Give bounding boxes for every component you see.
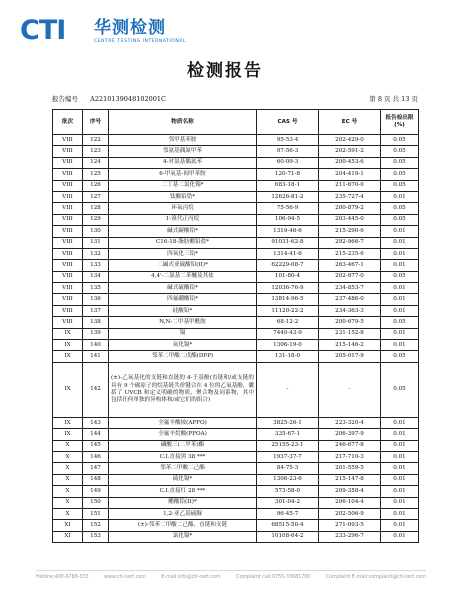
cell-ec: 211-670-0 (319, 180, 381, 191)
table-row (53, 191, 419, 202)
cell-seq: 150 (83, 497, 109, 508)
cell-ec: 223-320-4 (319, 417, 381, 428)
cell-limit: 0.01 (381, 429, 419, 440)
table-row (53, 317, 419, 328)
table-row (53, 508, 419, 519)
table-row (53, 180, 419, 191)
cell-seq: 125 (83, 169, 109, 180)
cell-limit: 0.01 (381, 508, 419, 519)
cell-seq: 145 (83, 440, 109, 451)
table-row (53, 486, 419, 497)
cell-batch: VIII (53, 283, 83, 294)
table-row (53, 362, 419, 417)
table-row (53, 169, 419, 180)
cell-batch: XI (53, 520, 83, 531)
header-substance: 物质名称 (109, 110, 257, 135)
footer-complaint-email: Complaint E-mail:complaint@cti-cert.com (325, 575, 426, 580)
cell-limit: 0.01 (381, 260, 419, 271)
cell-ec: 215-147-8 (319, 474, 381, 485)
table-row (53, 474, 419, 485)
cell-ec: 206-104-4 (319, 497, 381, 508)
cell-ec: 200-879-2 (319, 203, 381, 214)
table-row (53, 305, 419, 316)
cell-limit: 0.05 (381, 146, 419, 157)
table-row (53, 237, 419, 248)
cell-ec: 209-358-4 (319, 486, 381, 497)
cell-seq: 139 (83, 328, 109, 339)
cell-batch: VIII (53, 271, 83, 282)
cell-batch: VIII (53, 237, 83, 248)
cell-seq: 153 (83, 531, 109, 542)
cell-seq: 133 (83, 260, 109, 271)
cell-ec: 203-445-0 (319, 214, 381, 225)
cell-seq: 129 (83, 214, 109, 225)
cell-ec: 234-363-3 (319, 305, 381, 316)
cell-cas: 68515-50-4 (257, 520, 319, 531)
cell-ec: 215-146-2 (319, 340, 381, 351)
cell-seq: 140 (83, 340, 109, 351)
cell-limit: 0.01 (381, 440, 419, 451)
footer-complaint-call: Complaint call:0755-33681700 (236, 575, 311, 580)
cell-batch: VIII (53, 260, 83, 271)
cell-limit: 0.01 (381, 283, 419, 294)
cell-limit: 0.05 (381, 203, 419, 214)
table-row (53, 351, 419, 362)
cell-cas: 301-04-2 (257, 497, 319, 508)
cell-seq: 148 (83, 474, 109, 485)
cell-cas: 60-09-3 (257, 157, 319, 168)
cell-batch: VIII (53, 157, 83, 168)
header-batch: 批次 (53, 110, 83, 135)
cell-batch: VIII (53, 203, 83, 214)
cell-batch: VIII (53, 294, 83, 305)
cell-substance: 邻甲基苯胺 (109, 135, 257, 146)
cell-ec: 233-296-7 (319, 531, 381, 542)
cell-seq: 143 (83, 417, 109, 428)
header-limit: 报告检出限(%) (381, 110, 419, 135)
table-row (53, 146, 419, 157)
table-row (53, 157, 419, 168)
cell-cas: 10108-64-2 (257, 531, 319, 542)
cell-substance: 碱式碳酸铅* (109, 226, 257, 237)
cell-limit: 0.05 (381, 157, 419, 168)
cell-cas: 120-71-8 (257, 169, 319, 180)
table-row (53, 294, 419, 305)
cell-substance: 6-甲氧基-间甲苯胺 (109, 169, 257, 180)
cell-cas: 12036-76-9 (257, 283, 319, 294)
cell-cas: - (257, 362, 319, 417)
table-row (53, 260, 419, 271)
cell-cas: 1319-46-6 (257, 226, 319, 237)
cell-seq: 151 (83, 508, 109, 519)
cell-substance: 氧化镉* (109, 340, 257, 351)
cell-seq: 141 (83, 351, 109, 362)
cell-seq: 147 (83, 463, 109, 474)
cell-substance: N,N-二甲基甲酰胺 (109, 317, 257, 328)
cell-batch: VIII (53, 180, 83, 191)
cell-ec: 237-486-0 (319, 294, 381, 305)
cell-limit: 0.01 (381, 328, 419, 339)
table-row (53, 226, 419, 237)
cell-seq: 152 (83, 520, 109, 531)
cell-cas: 1306-19-0 (257, 340, 319, 351)
cell-cas: 25155-23-1 (257, 440, 319, 451)
logo-mark: CTI (20, 15, 66, 46)
cell-substance: 4,4'-二氨基二苯醚及其盐 (109, 271, 257, 282)
cell-limit: 0.01 (381, 226, 419, 237)
cell-limit: 0.05 (381, 180, 419, 191)
cell-seq: 138 (83, 317, 109, 328)
cell-substance: 1,2-亚乙基硫脲 (109, 508, 257, 519)
cell-limit: 0.01 (381, 463, 419, 474)
cell-cas: 683-18-1 (257, 180, 319, 191)
cell-batch: IX (53, 417, 83, 428)
table-row (53, 520, 419, 531)
cell-ec: 217-710-3 (319, 451, 381, 462)
cell-limit: 0.05 (381, 169, 419, 180)
cell-seq: 135 (83, 283, 109, 294)
cell-cas: 7440-43-9 (257, 328, 319, 339)
table-row (53, 497, 419, 508)
cell-cas: 68-12-2 (257, 317, 319, 328)
report-number-label: 报告编号 (52, 95, 78, 103)
cell-limit: 0.01 (381, 237, 419, 248)
cell-limit: 0.01 (381, 340, 419, 351)
footer-website: www.cti-cert.com (104, 575, 146, 580)
cell-ec: 200-679-5 (319, 317, 381, 328)
footer-email: E-mail:info@cti-cert.com (161, 575, 221, 580)
table-row (53, 417, 419, 428)
cell-seq: 127 (83, 191, 109, 202)
page-info: 第 8 页 共 13 页 (369, 95, 418, 103)
cell-batch: IX (53, 351, 83, 362)
table-row (53, 340, 419, 351)
logo-chinese-name: 华测检测 (94, 18, 166, 38)
cell-cas: 335-67-1 (257, 429, 319, 440)
cell-seq: 142 (83, 362, 109, 417)
cell-batch: VIII (53, 317, 83, 328)
report-number (52, 95, 166, 103)
cell-batch: VIII (53, 214, 83, 225)
cell-substance: C16-18-脂肪酸铅盐* (109, 237, 257, 248)
cell-substance: 邻苯二甲酸二戊酯(DPP) (109, 351, 257, 362)
cell-batch: X (53, 440, 83, 451)
cell-cas: 106-94-5 (257, 214, 319, 225)
cell-limit: 0.01 (381, 520, 419, 531)
cell-cas: 131-18-0 (257, 351, 319, 362)
cell-cas: 84-75-3 (257, 463, 319, 474)
cell-seq: 128 (83, 203, 109, 214)
table-row (53, 271, 419, 282)
header-seq: 序号 (83, 110, 109, 135)
cell-ec: 200-453-6 (319, 157, 381, 168)
cell-limit: 0.01 (381, 305, 419, 316)
cell-batch: X (53, 451, 83, 462)
logo-english-name: CENTRE TESTING INTERNATIONAL (94, 39, 186, 44)
cell-ec: 204-419-1 (319, 169, 381, 180)
cell-limit: 0.01 (381, 417, 419, 428)
cell-ec: 231-152-8 (319, 328, 381, 339)
cell-limit: 0.05 (381, 351, 419, 362)
cell-cas: 62229-08-7 (257, 260, 319, 271)
cell-substance: 四氟硼酸铅* (109, 294, 257, 305)
cell-batch: X (53, 508, 83, 519)
cell-substance: 硫化镉* (109, 474, 257, 485)
cell-batch: VIII (53, 305, 83, 316)
cell-cas: 97-56-3 (257, 146, 319, 157)
cell-limit: 0.01 (381, 497, 419, 508)
cell-seq: 123 (83, 146, 109, 157)
table-row (53, 214, 419, 225)
cell-cas: 573-58-0 (257, 486, 319, 497)
cell-substance: C.I.直接红 28 *** (109, 486, 257, 497)
cell-substance: 磷酸三(二甲苯)酯 (109, 440, 257, 451)
cell-seq: 144 (83, 429, 109, 440)
footer (36, 575, 426, 581)
cell-substance: 钛酸铅锆* (109, 191, 257, 202)
cell-ec: 202-429-0 (319, 135, 381, 146)
cell-ec: 201-559-5 (319, 463, 381, 474)
cell-batch: X (53, 463, 83, 474)
cell-limit: 0.05 (381, 214, 419, 225)
footer-hotline: Hotline:400-6788-333 (36, 575, 89, 580)
report-number-value: A2210139048102001C (90, 95, 166, 103)
cell-ec: 292-966-7 (319, 237, 381, 248)
cell-batch: XI (53, 531, 83, 542)
company-logo (20, 16, 280, 50)
cell-ec: 202-977-0 (319, 271, 381, 282)
table-row (53, 429, 419, 440)
cell-ec: 235-727-4 (319, 191, 381, 202)
cell-ec: 263-467-1 (319, 260, 381, 271)
cell-cas: 96-45-7 (257, 508, 319, 519)
cell-seq: 136 (83, 294, 109, 305)
cell-seq: 149 (83, 486, 109, 497)
table-row (53, 463, 419, 474)
cell-substance: 碱式硫酸铅* (109, 283, 257, 294)
table-row (53, 283, 419, 294)
cell-cas: 1314-41-6 (257, 248, 319, 259)
cell-substance: 全氟辛烷酸(PFOA) (109, 429, 257, 440)
cell-substance: 邻苯二甲酸二己酯 (109, 463, 257, 474)
cell-cas: 3825-26-1 (257, 417, 319, 428)
cell-cas: 12626-81-2 (257, 191, 319, 202)
cell-batch: X (53, 486, 83, 497)
cell-substance: 邻氨基偶氮甲苯 (109, 146, 257, 157)
cell-limit: 0.05 (381, 362, 419, 417)
cell-batch: X (53, 497, 83, 508)
cell-ec: 246-677-8 (319, 440, 381, 451)
cell-cas: 75-56-9 (257, 203, 319, 214)
cell-seq: 122 (83, 135, 109, 146)
table-row (53, 440, 419, 451)
cell-ec: 202-506-9 (319, 508, 381, 519)
cell-seq: 132 (83, 248, 109, 259)
cell-ec: - (319, 362, 381, 417)
cell-limit: 0.01 (381, 486, 419, 497)
cell-batch: IX (53, 328, 83, 339)
cell-cas: 95-53-4 (257, 135, 319, 146)
table-header-row (53, 110, 419, 135)
cell-limit: 0.01 (381, 451, 419, 462)
cell-substance: 四氧化三铅* (109, 248, 257, 259)
cell-cas: 1937-37-7 (257, 451, 319, 462)
cell-batch: VIII (53, 169, 83, 180)
cell-limit: 0.01 (381, 191, 419, 202)
cell-ec: 271-093-5 (319, 520, 381, 531)
table-row (53, 135, 419, 146)
cell-limit: 0.05 (381, 317, 419, 328)
cell-cas: 1306-23-6 (257, 474, 319, 485)
cell-substance: 1-溴代正丙烷 (109, 214, 257, 225)
cell-substance: 4-对氨基偶氮苯 (109, 157, 257, 168)
cell-limit: 0.05 (381, 271, 419, 282)
cell-seq: 124 (83, 157, 109, 168)
cell-batch: VIII (53, 191, 83, 202)
cell-ec: 215-235-6 (319, 248, 381, 259)
cell-batch: VIII (53, 248, 83, 259)
table-row (53, 328, 419, 339)
cell-ec: 234-853-7 (319, 283, 381, 294)
cell-batch: VIII (53, 226, 83, 237)
cell-batch: IX (53, 429, 83, 440)
table-row (53, 203, 419, 214)
cell-seq: 137 (83, 305, 109, 316)
cell-limit: 0.01 (381, 294, 419, 305)
cell-substance: 镉 (109, 328, 257, 339)
header-cas: CAS 号 (257, 110, 319, 135)
cell-ec: 215-290-6 (319, 226, 381, 237)
cell-substance: 二丁基二氯化锡* (109, 180, 257, 191)
cell-substance: 二碱式亚硫酸铅(II)* (109, 260, 257, 271)
cell-cas: 101-80-4 (257, 271, 319, 282)
report-title: 检测报告 (187, 61, 263, 81)
cell-cas: 11120-22-2 (257, 305, 319, 316)
cell-seq: 146 (83, 451, 109, 462)
cell-ec: 206-397-9 (319, 429, 381, 440)
cell-substance: 醋酸铅(II)* (109, 497, 257, 508)
cell-batch: VIII (53, 146, 83, 157)
table-row (53, 531, 419, 542)
cell-batch: X (53, 474, 83, 485)
cell-substance: (±)-邻苯二甲酸二己酯，直链和支链 (109, 520, 257, 531)
cell-batch: IX (53, 340, 83, 351)
cell-limit: 0.01 (381, 531, 419, 542)
cell-seq: 130 (83, 226, 109, 237)
cell-batch: IX (53, 362, 83, 417)
table-row (53, 248, 419, 259)
cell-seq: 126 (83, 180, 109, 191)
cell-batch: VIII (53, 135, 83, 146)
header-ec: EC 号 (319, 110, 381, 135)
cell-seq: 134 (83, 271, 109, 282)
cell-limit: 0.05 (381, 135, 419, 146)
cell-ec: 205-017-9 (319, 351, 381, 362)
cell-substance: 氯化镉* (109, 531, 257, 542)
cell-cas: 13814-96-5 (257, 294, 319, 305)
cell-substance: C.I.直接黑 38 *** (109, 451, 257, 462)
cell-seq: 131 (83, 237, 109, 248)
footer-divider (36, 570, 426, 571)
cell-substance: 硅酸铅* (109, 305, 257, 316)
cell-limit: 0.01 (381, 474, 419, 485)
substance-table (52, 109, 419, 543)
table-row (53, 451, 419, 462)
cell-substance: (±)-乙氧基化的支链和直链的 4-壬基酚(直链和/或支链的具有 9 个碳原子的烷基链共价键合在 4 位的乙氧基酚，囊括了 UVCB 和定义明确的物质，聚合物及同系物，其中包括任何单独的异构体和/或它们的组合) (109, 362, 257, 417)
cell-cas: 91031-62-8 (257, 237, 319, 248)
cell-ec: 202-591-2 (319, 146, 381, 157)
cell-substance: 全氟辛酸铵(APFO) (109, 417, 257, 428)
cell-substance: 环氧丙烷 (109, 203, 257, 214)
cell-limit: 0.01 (381, 248, 419, 259)
